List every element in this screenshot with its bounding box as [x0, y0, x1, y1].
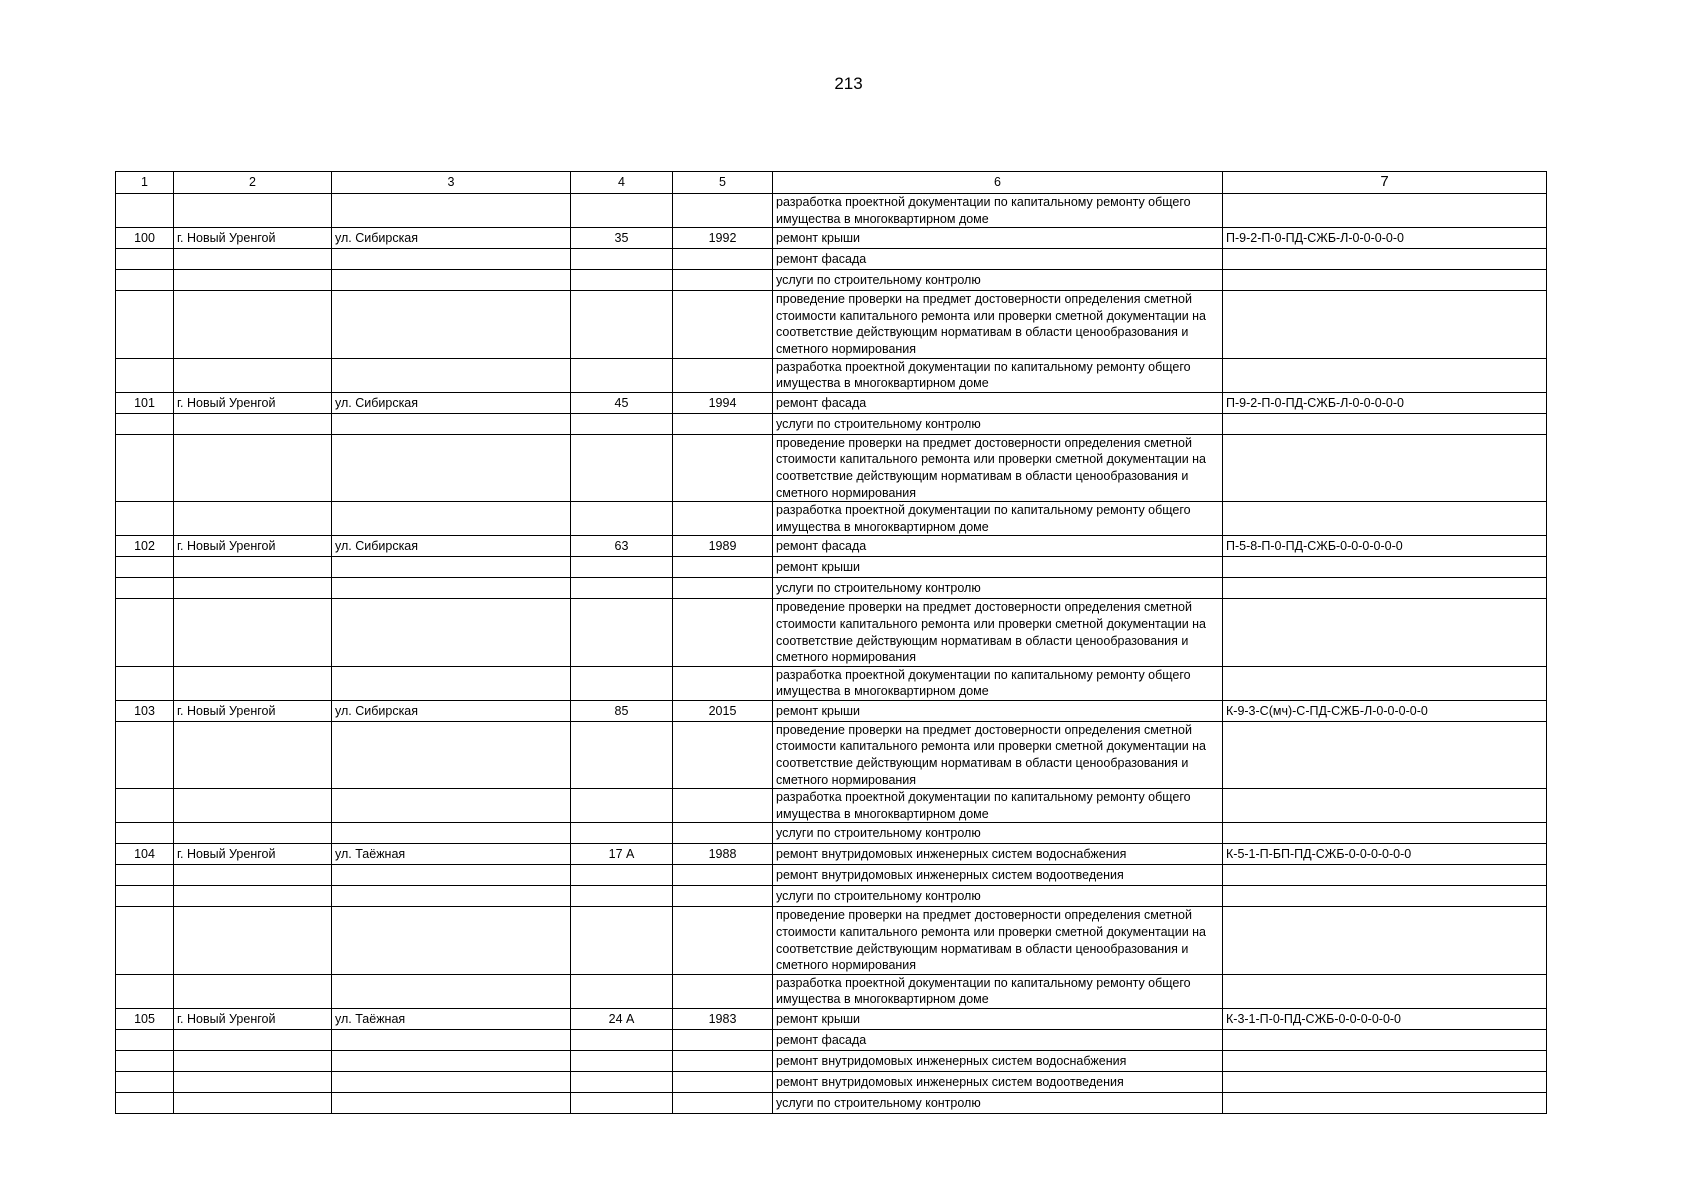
code-cell [1223, 1072, 1547, 1093]
work-type-cell: разработка проектной документации по капитальному ремонту общего имущества в многоквартирном доме [773, 974, 1223, 1008]
street-cell [332, 1030, 571, 1051]
work-type-cell: разработка проектной документации по капитальному ремонту общего имущества в многоквартирном доме [773, 789, 1223, 823]
row-number-cell [116, 194, 174, 228]
row-number-cell [116, 974, 174, 1008]
house-number-cell: 17 А [571, 844, 673, 865]
work-type-cell: услуги по строительному контролю [773, 1093, 1223, 1114]
code-cell [1223, 721, 1547, 788]
year-cell [673, 974, 773, 1008]
street-cell [332, 270, 571, 291]
house-number-cell [571, 358, 673, 392]
street-cell [332, 249, 571, 270]
city-cell: г. Новый Уренгой [174, 700, 332, 721]
table-row [116, 1093, 1547, 1114]
city-cell [174, 1072, 332, 1093]
house-number-cell [571, 666, 673, 700]
city-cell [174, 358, 332, 392]
table-row [116, 823, 1547, 844]
column-header: 6 [773, 172, 1223, 194]
row-number-cell [116, 557, 174, 578]
house-number-cell [571, 721, 673, 788]
work-type-cell: ремонт крыши [773, 700, 1223, 721]
table-row [116, 557, 1547, 578]
house-number-cell [571, 413, 673, 434]
work-type-cell: услуги по строительному контролю [773, 413, 1223, 434]
year-cell [673, 434, 773, 501]
city-cell [174, 789, 332, 823]
house-number-cell [571, 1093, 673, 1114]
row-number-cell: 105 [116, 1009, 174, 1030]
row-number-cell [116, 1051, 174, 1072]
year-cell [673, 886, 773, 907]
column-header: 2 [174, 172, 332, 194]
city-cell [174, 886, 332, 907]
work-type-cell: услуги по строительному контролю [773, 270, 1223, 291]
year-cell: 2015 [673, 700, 773, 721]
year-cell [673, 578, 773, 599]
row-number-cell: 101 [116, 392, 174, 413]
city-cell [174, 502, 332, 536]
table-row [116, 1051, 1547, 1072]
column-header: 1 [116, 172, 174, 194]
year-cell [673, 1072, 773, 1093]
city-cell [174, 907, 332, 974]
row-number-cell [116, 599, 174, 666]
work-type-cell: ремонт внутридомовых инженерных систем водоотведения [773, 865, 1223, 886]
street-cell [332, 413, 571, 434]
house-number-cell [571, 1030, 673, 1051]
code-cell [1223, 974, 1547, 1008]
street-cell [332, 974, 571, 1008]
table-row [116, 865, 1547, 886]
table-row [116, 228, 1547, 249]
work-type-cell: проведение проверки на предмет достоверности определения сметной стоимости капитального ремонта или проверки сметной документации на соответствие действующим нормативам в области ценообразования и сметного нормирования [773, 291, 1223, 358]
work-type-cell: проведение проверки на предмет достоверности определения сметной стоимости капитального ремонта или проверки сметной документации на соответствие действующим нормативам в области ценообразования и сметного нормирования [773, 721, 1223, 788]
code-cell [1223, 886, 1547, 907]
code-cell [1223, 502, 1547, 536]
column-header: 4 [571, 172, 673, 194]
code-cell [1223, 434, 1547, 501]
row-number-cell [116, 907, 174, 974]
table-row [116, 1030, 1547, 1051]
city-cell [174, 557, 332, 578]
code-cell [1223, 865, 1547, 886]
street-cell: ул. Сибирская [332, 700, 571, 721]
table-row [116, 1072, 1547, 1093]
row-number-cell [116, 358, 174, 392]
work-type-cell: ремонт внутридомовых инженерных систем водоотведения [773, 1072, 1223, 1093]
table-row [116, 392, 1547, 413]
row-number-cell [116, 721, 174, 788]
row-number-cell: 104 [116, 844, 174, 865]
row-number-cell [116, 1093, 174, 1114]
code-cell: К-5-1-П-БП-ПД-СЖБ-0-0-0-0-0-0 [1223, 844, 1547, 865]
table-row [116, 291, 1547, 358]
house-number-cell: 63 [571, 536, 673, 557]
code-cell: П-9-2-П-0-ПД-СЖБ-Л-0-0-0-0-0 [1223, 392, 1547, 413]
row-number-cell [116, 578, 174, 599]
house-number-cell [571, 789, 673, 823]
table-row [116, 907, 1547, 974]
table-row [116, 270, 1547, 291]
row-number-cell [116, 270, 174, 291]
year-cell: 1992 [673, 228, 773, 249]
row-number-cell [116, 865, 174, 886]
street-cell [332, 557, 571, 578]
row-number-cell [116, 249, 174, 270]
city-cell: г. Новый Уренгой [174, 1009, 332, 1030]
year-cell [673, 413, 773, 434]
street-cell [332, 1051, 571, 1072]
street-cell [332, 578, 571, 599]
house-number-cell [571, 1051, 673, 1072]
city-cell [174, 1051, 332, 1072]
table-row [116, 1009, 1547, 1030]
row-number-cell [116, 434, 174, 501]
row-number-cell [116, 789, 174, 823]
house-number-cell [571, 886, 673, 907]
row-number-cell [116, 502, 174, 536]
work-type-cell: ремонт крыши [773, 557, 1223, 578]
work-type-cell: ремонт фасада [773, 392, 1223, 413]
row-number-cell: 102 [116, 536, 174, 557]
city-cell [174, 721, 332, 788]
street-cell: ул. Таёжная [332, 1009, 571, 1030]
year-cell [673, 1051, 773, 1072]
work-type-cell: услуги по строительному контролю [773, 578, 1223, 599]
street-cell: ул. Сибирская [332, 536, 571, 557]
row-number-cell [116, 886, 174, 907]
code-cell [1223, 291, 1547, 358]
code-cell [1223, 666, 1547, 700]
row-number-cell [116, 666, 174, 700]
street-cell [332, 358, 571, 392]
house-number-cell: 24 А [571, 1009, 673, 1030]
year-cell: 1983 [673, 1009, 773, 1030]
code-cell [1223, 1051, 1547, 1072]
year-cell [673, 194, 773, 228]
city-cell: г. Новый Уренгой [174, 228, 332, 249]
table-row [116, 358, 1547, 392]
table-row [116, 721, 1547, 788]
code-cell [1223, 1030, 1547, 1051]
work-type-cell: разработка проектной документации по капитальному ремонту общего имущества в многоквартирном доме [773, 502, 1223, 536]
work-type-cell: разработка проектной документации по капитальному ремонту общего имущества в многоквартирном доме [773, 358, 1223, 392]
house-number-cell [571, 599, 673, 666]
street-cell [332, 721, 571, 788]
repair-schedule-table [115, 171, 1547, 1114]
house-number-cell [571, 194, 673, 228]
street-cell: ул. Сибирская [332, 392, 571, 413]
year-cell [673, 789, 773, 823]
city-cell [174, 1030, 332, 1051]
city-cell: г. Новый Уренгой [174, 536, 332, 557]
city-cell [174, 823, 332, 844]
row-number-cell [116, 1072, 174, 1093]
table-row [116, 194, 1547, 228]
code-cell: П-5-8-П-0-ПД-СЖБ-0-0-0-0-0-0 [1223, 536, 1547, 557]
year-cell [673, 599, 773, 666]
street-cell: ул. Таёжная [332, 844, 571, 865]
street-cell [332, 194, 571, 228]
work-type-cell: услуги по строительному контролю [773, 886, 1223, 907]
header-row [116, 172, 1547, 194]
row-number-cell [116, 291, 174, 358]
row-number-cell [116, 1030, 174, 1051]
table-row [116, 413, 1547, 434]
year-cell [673, 721, 773, 788]
house-number-cell: 85 [571, 700, 673, 721]
code-cell [1223, 270, 1547, 291]
column-header: 5 [673, 172, 773, 194]
city-cell [174, 249, 332, 270]
code-cell [1223, 907, 1547, 974]
table-row [116, 974, 1547, 1008]
house-number-cell [571, 502, 673, 536]
row-number-cell: 103 [116, 700, 174, 721]
code-cell: П-9-2-П-0-ПД-СЖБ-Л-0-0-0-0-0 [1223, 228, 1547, 249]
code-cell [1223, 557, 1547, 578]
table-row [116, 844, 1547, 865]
house-number-cell [571, 907, 673, 974]
code-cell: К-9-3-С(мч)-С-ПД-СЖБ-Л-0-0-0-0-0 [1223, 700, 1547, 721]
column-header: 3 [332, 172, 571, 194]
table-row [116, 599, 1547, 666]
city-cell [174, 434, 332, 501]
city-cell [174, 270, 332, 291]
work-type-cell: ремонт фасада [773, 536, 1223, 557]
house-number-cell [571, 823, 673, 844]
year-cell [673, 907, 773, 974]
year-cell [673, 823, 773, 844]
year-cell: 1989 [673, 536, 773, 557]
year-cell [673, 865, 773, 886]
house-number-cell: 35 [571, 228, 673, 249]
year-cell [673, 557, 773, 578]
year-cell [673, 291, 773, 358]
year-cell: 1988 [673, 844, 773, 865]
street-cell [332, 823, 571, 844]
row-number-cell [116, 413, 174, 434]
street-cell [332, 865, 571, 886]
code-cell [1223, 413, 1547, 434]
street-cell [332, 789, 571, 823]
work-type-cell: проведение проверки на предмет достоверности определения сметной стоимости капитального ремонта или проверки сметной документации на соответствие действующим нормативам в области ценообразования и сметного нормирования [773, 907, 1223, 974]
year-cell [673, 358, 773, 392]
city-cell [174, 1093, 332, 1114]
city-cell: г. Новый Уренгой [174, 844, 332, 865]
city-cell [174, 291, 332, 358]
city-cell: г. Новый Уренгой [174, 392, 332, 413]
year-cell: 1994 [673, 392, 773, 413]
house-number-cell [571, 974, 673, 1008]
street-cell [332, 291, 571, 358]
code-cell [1223, 358, 1547, 392]
street-cell [332, 666, 571, 700]
year-cell [673, 1093, 773, 1114]
street-cell [332, 1093, 571, 1114]
house-number-cell [571, 434, 673, 501]
code-cell [1223, 789, 1547, 823]
city-cell [174, 194, 332, 228]
city-cell [174, 974, 332, 1008]
code-cell [1223, 249, 1547, 270]
year-cell [673, 249, 773, 270]
table-row [116, 249, 1547, 270]
page-number: 213 [834, 74, 863, 93]
table-row [116, 700, 1547, 721]
city-cell [174, 578, 332, 599]
city-cell [174, 865, 332, 886]
code-cell [1223, 1093, 1547, 1114]
city-cell [174, 666, 332, 700]
row-number-cell: 100 [116, 228, 174, 249]
work-type-cell: ремонт крыши [773, 228, 1223, 249]
year-cell [673, 666, 773, 700]
house-number-cell [571, 557, 673, 578]
code-cell [1223, 194, 1547, 228]
code-cell [1223, 599, 1547, 666]
code-cell [1223, 578, 1547, 599]
street-cell [332, 599, 571, 666]
street-cell [332, 907, 571, 974]
street-cell [332, 886, 571, 907]
table-row [116, 666, 1547, 700]
table-row [116, 502, 1547, 536]
house-number-cell [571, 249, 673, 270]
street-cell [332, 434, 571, 501]
table-row [116, 578, 1547, 599]
table-body [116, 194, 1547, 1114]
year-cell [673, 502, 773, 536]
house-number-cell [571, 865, 673, 886]
city-cell [174, 413, 332, 434]
house-number-cell [571, 270, 673, 291]
table-row [116, 886, 1547, 907]
work-type-cell: ремонт крыши [773, 1009, 1223, 1030]
year-cell [673, 270, 773, 291]
house-number-cell [571, 291, 673, 358]
street-cell [332, 502, 571, 536]
work-type-cell: проведение проверки на предмет достоверности определения сметной стоимости капитального ремонта или проверки сметной документации на соответствие действующим нормативам в области ценообразования и сметного нормирования [773, 434, 1223, 501]
work-type-cell: ремонт фасада [773, 249, 1223, 270]
house-number-cell [571, 578, 673, 599]
column-header: 7 [1223, 172, 1547, 194]
street-cell [332, 1072, 571, 1093]
work-type-cell: проведение проверки на предмет достоверности определения сметной стоимости капитального ремонта или проверки сметной документации на соответствие действующим нормативам в области ценообразования и сметного нормирования [773, 599, 1223, 666]
row-number-cell [116, 823, 174, 844]
code-cell [1223, 823, 1547, 844]
street-cell: ул. Сибирская [332, 228, 571, 249]
table-row [116, 789, 1547, 823]
house-number-cell [571, 1072, 673, 1093]
table-row [116, 536, 1547, 557]
work-type-cell: ремонт внутридомовых инженерных систем водоснабжения [773, 1051, 1223, 1072]
house-number-cell: 45 [571, 392, 673, 413]
work-type-cell: разработка проектной документации по капитальному ремонту общего имущества в многоквартирном доме [773, 666, 1223, 700]
work-type-cell: ремонт внутридомовых инженерных систем водоснабжения [773, 844, 1223, 865]
work-type-cell: разработка проектной документации по капитальному ремонту общего имущества в многоквартирном доме [773, 194, 1223, 228]
work-type-cell: ремонт фасада [773, 1030, 1223, 1051]
year-cell [673, 1030, 773, 1051]
work-type-cell: услуги по строительному контролю [773, 823, 1223, 844]
code-cell: К-3-1-П-0-ПД-СЖБ-0-0-0-0-0-0 [1223, 1009, 1547, 1030]
city-cell [174, 599, 332, 666]
table-row [116, 434, 1547, 501]
